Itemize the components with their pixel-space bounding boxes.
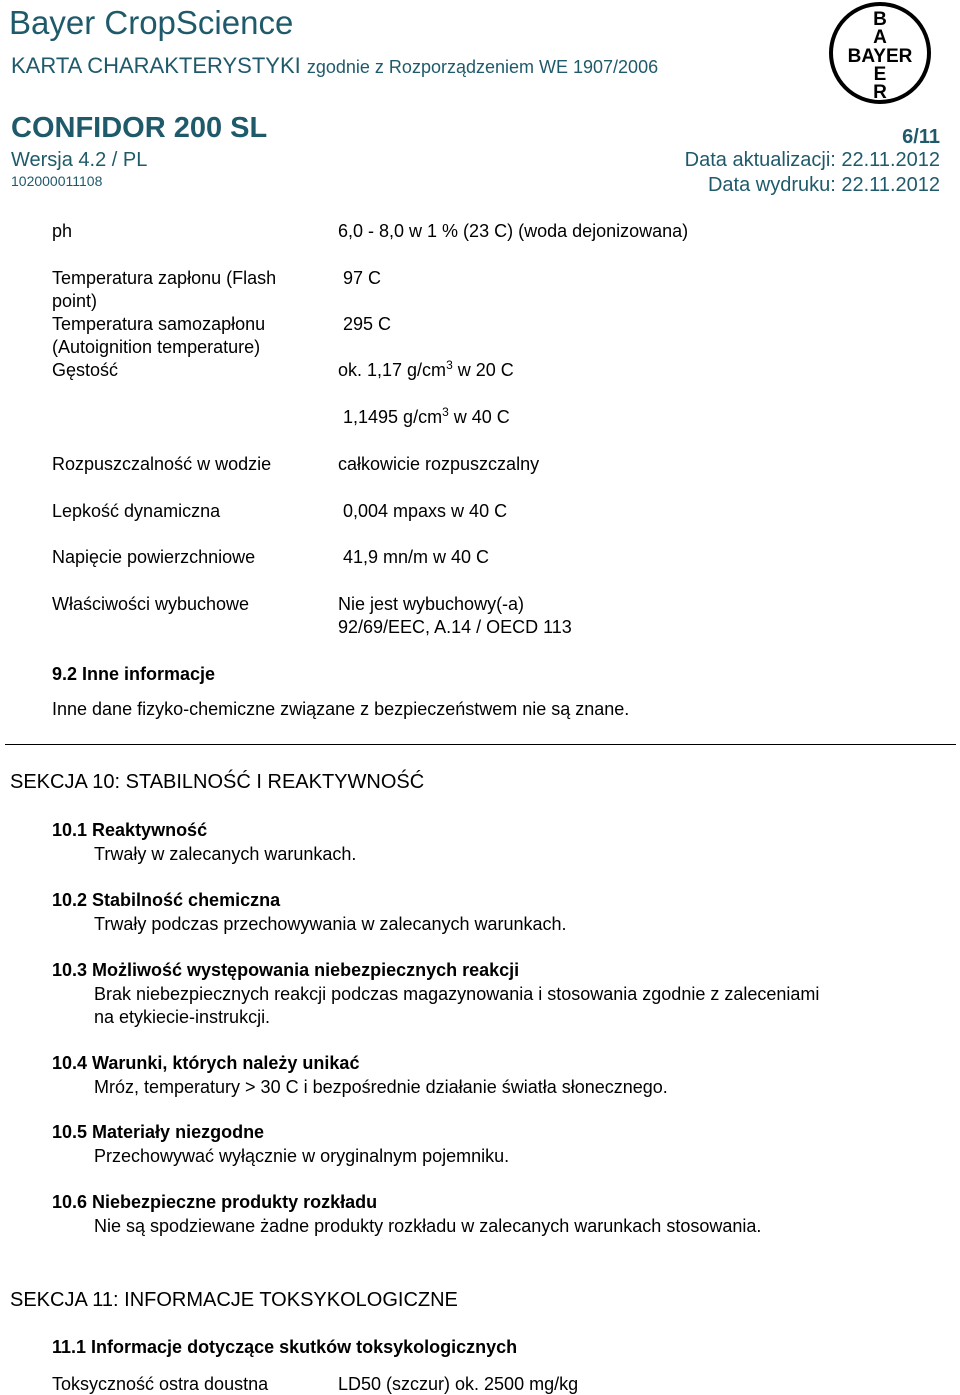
section-10-2-heading: 10.2 Stabilność chemiczna (52, 890, 281, 910)
ph-label: ph (52, 221, 73, 241)
section-10-6-text: Nie są spodziewane żadne produkty rozkładu w zalecanych warunkach stosowania. (94, 1216, 762, 1236)
acute-oral-toxicity-value: LD50 (szczur) ok. 2500 mg/kg (338, 1374, 579, 1394)
section-10-5-text: Przechowywać wyłącznie w oryginalnym pojemniku. (94, 1146, 510, 1166)
solubility-label: Rozpuszczalność w wodzie (52, 454, 272, 474)
ph-value: 6,0 - 8,0 w 1 % (23 C) (woda dejonizowana) (338, 221, 689, 241)
section-10-5-heading: 10.5 Materiały niezgodne (52, 1122, 265, 1142)
section-10-1-heading: 10.1 Reaktywność (52, 820, 208, 840)
update-date: Data aktualizacji: 22.11.2012 (684, 149, 940, 171)
section-divider (5, 744, 956, 745)
section-10-2-text: Trwały podczas przechowywania w zalecanych warunkach. (94, 914, 567, 934)
logo-letter-b: B (873, 9, 887, 30)
document-title-main: KARTA CHARAKTERYSTYKI (11, 53, 301, 78)
section-10-title: SEKCJA 10: STABILNOŚĆ I REAKTYWNOŚĆ (10, 771, 425, 793)
autoignition-value: 295 C (343, 314, 392, 334)
bayer-cross-logo (828, 0, 932, 106)
page-number: 6/11 (902, 126, 940, 148)
section-11-title: SEKCJA 11: INFORMACJE TOKSYKOLOGICZNE (10, 1289, 458, 1311)
density-label: Gęstość (52, 360, 119, 380)
explosive-value-2: 92/69/EEC, A.14 / OECD 113 (338, 617, 572, 637)
solubility-value: całkowicie rozpuszczalny (338, 454, 540, 474)
section-11-1-heading: 11.1 Informacje dotyczące skutków toksykologicznych (52, 1337, 518, 1357)
density-value-2: 1,1495 $g/cm^3$ w 40 C (343, 405, 510, 427)
surface-tension-label: Napięcie powierzchniowe (52, 547, 256, 567)
acute-oral-toxicity-label: Toksyczność ostra doustna (52, 1374, 269, 1394)
flash-point-label-line1: Temperatura zapłonu (Flash (52, 268, 277, 288)
document-regulation: zgodnie z Rozporządzeniem WE 1907/2006 (306, 57, 659, 77)
logo-letter-r: R (873, 82, 887, 103)
surface-tension-value: 41,9 mn/m w 40 C (343, 547, 490, 567)
flash-point-value: 97 C (343, 268, 382, 288)
autoignition-label-line1: Temperatura samozapłonu (52, 314, 266, 334)
logo-letter-e: E (873, 64, 887, 85)
explosive-value-1: Nie jest wybuchowy(-a) (338, 594, 525, 614)
viscosity-label: Lepkość dynamiczna (52, 501, 221, 521)
viscosity-value: 0,004 mpaxs w 40 C (343, 501, 508, 521)
section-10-3-heading: 10.3 Możliwość występowania niebezpiecznych reakcji (52, 960, 520, 980)
product-name: CONFIDOR 200 SL (11, 112, 268, 144)
density-value-1: ok. 1,17 $g/cm^3$ w 20 C (338, 358, 514, 380)
document-title (11, 53, 658, 79)
autoignition-label-line2: (Autoignition temperature) (52, 337, 261, 357)
document-number: 102000011108 (11, 173, 103, 189)
section-9-2-text: Inne dane fizyko-chemiczne związane z bezpieczeństwem nie są znane. (52, 699, 630, 719)
section-10-1-text: Trwały w zalecanych warunkach. (94, 844, 357, 864)
explosive-label: Właściwości wybuchowe (52, 594, 250, 614)
print-date: Data wydruku: 22.11.2012 (707, 174, 940, 196)
section-10-3-text-line1: Brak niebezpiecznych reakcji podczas magazynowania i stosowania zgodnie z zaleceniami (94, 984, 820, 1004)
section-10-4-heading: 10.4 Warunki, których należy unikać (52, 1053, 360, 1073)
section-10-3-text-line2: na etykiecie-instrukcji. (94, 1007, 271, 1027)
section-10-6-heading: 10.6 Niebezpieczne produkty rozkładu (52, 1192, 378, 1212)
logo-word: BAYER (847, 46, 913, 67)
section-10-4-text: Mróz, temperatury > 30 C i bezpośrednie działanie światła słonecznego. (94, 1077, 668, 1097)
flash-point-label-line2: point) (52, 291, 98, 311)
section-9-2-heading: 9.2 Inne informacje (52, 664, 216, 684)
version: Wersja 4.2 / PL (11, 149, 148, 171)
logo-letter-a: A (873, 27, 887, 48)
company-name: Bayer CropScience (9, 4, 294, 41)
